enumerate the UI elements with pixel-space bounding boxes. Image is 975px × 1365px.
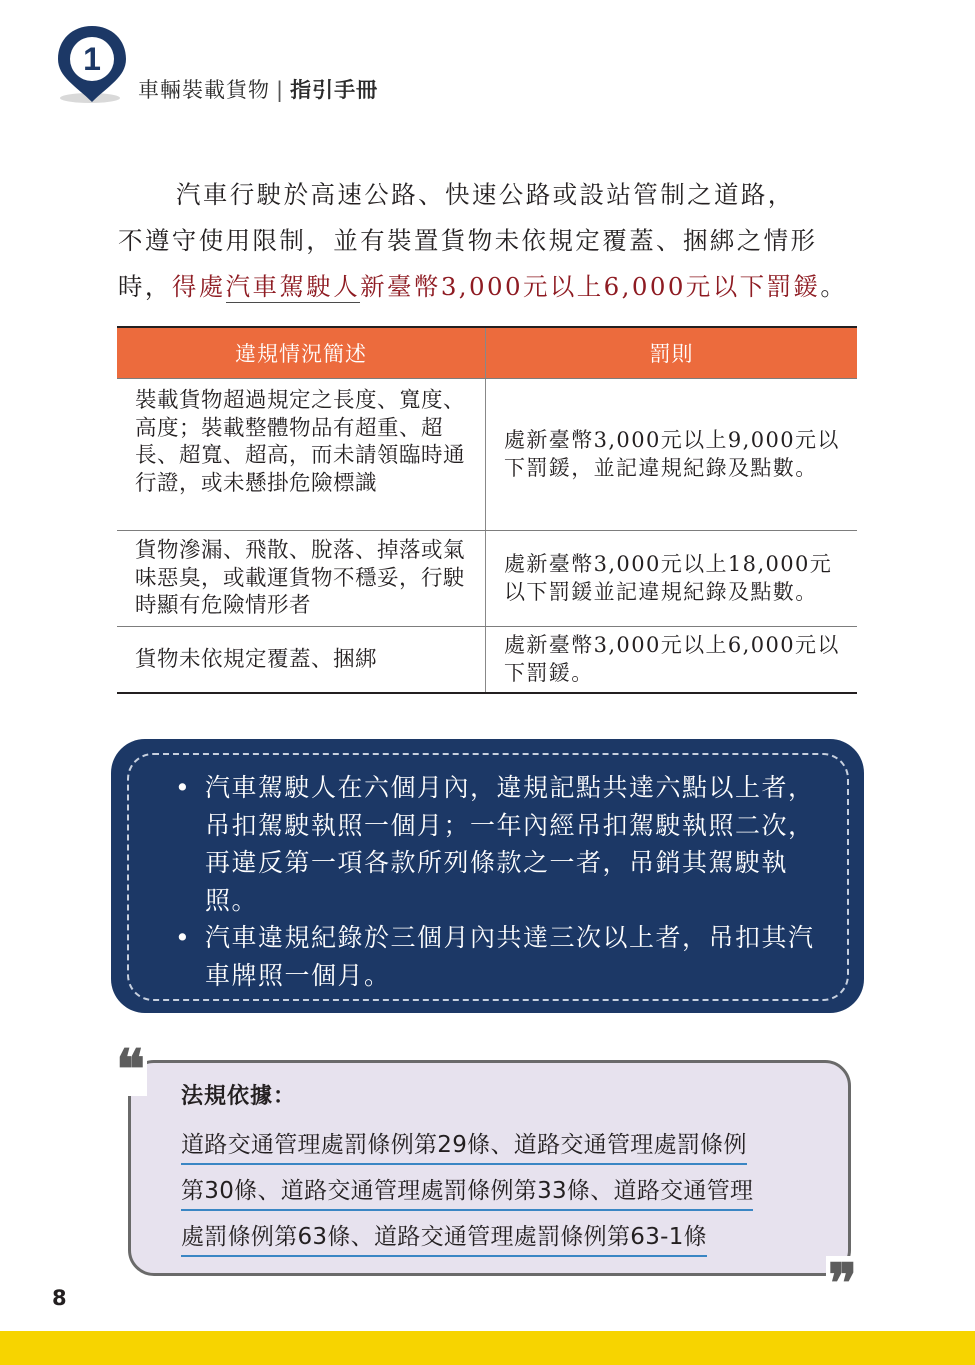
legal-basis-content [181, 1081, 821, 1265]
footer-bar [0, 1331, 975, 1365]
notice-text: 汽車違規紀錄於三個月內共達三次以上者，吊扣其汽車牌照一個月。 [205, 923, 815, 990]
penalty-highlight-b: 新臺幣3,000元以上6,000元以下罰鍰 [360, 272, 821, 301]
page-header [52, 22, 552, 112]
open-quote-icon: ❝ [116, 1037, 146, 1101]
list-item [175, 919, 815, 994]
intro-line-3-suffix: 。 [820, 272, 848, 301]
penalty-highlight-underlined: 汽車駕駛人 [225, 272, 361, 301]
intro-line-3 [118, 264, 858, 310]
violation-cell: 裝載貨物超過規定之長度、寬度、高度；裝載整體物品有超重、超長、超寬、超高，而未請領臨時通行證，或未懸掛危險標識 [117, 379, 486, 530]
legal-basis-title: 法規依據： [181, 1084, 297, 1109]
violation-cell: 貨物滲漏、飛散、脫落、掉落或氣味惡臭，或載運貨物不穩妥，行駛時顯有危險情形者 [117, 531, 486, 626]
table-header-row [117, 328, 857, 378]
bullet-icon: • [175, 923, 192, 952]
manual-title: 車輛裝載貨物 [138, 78, 270, 102]
penalty-cell: 處新臺幣3,000元以上9,000元以下罰鍰，並記違規紀錄及點數。 [504, 428, 840, 480]
legal-reference-line: 第30條、道路交通管理處罰條例第33條、道路交通管理 [181, 1173, 753, 1211]
table-row [117, 378, 857, 530]
penalty-cell: 處新臺幣3,000元以上6,000元以下罰鍰。 [504, 633, 840, 685]
header-penalty: 罰則 [649, 342, 694, 366]
notice-list [175, 769, 815, 994]
table-row [117, 626, 857, 692]
table-row [117, 530, 857, 626]
intro-line-3-prefix: 時， [118, 272, 172, 301]
header-violation: 違規情況簡述 [117, 328, 486, 378]
chapter-pin-icon [52, 22, 132, 104]
intro-paragraph [118, 172, 858, 310]
manual-subtitle: 指引手冊 [290, 78, 379, 102]
notice-text: 汽車駕駛人在六個月內，違規記點共達六點以上者，吊扣駕駛執照一個月；一年內經吊扣駕駛執照二次，再違反第一項各款所列條款之一者，吊銷其駕駛執照。 [205, 773, 815, 915]
notice-box [111, 739, 864, 1013]
intro-line-2: 不遵守使用限制，並有裝置貨物未依規定覆蓋、捆綁之情形 [118, 226, 818, 255]
penalty-highlight-a: 得處 [171, 272, 226, 301]
header-title [138, 74, 378, 104]
chapter-number: 1 [83, 41, 101, 77]
penalty-table [117, 326, 857, 694]
violation-cell: 貨物未依規定覆蓋、捆綁 [117, 627, 486, 692]
intro-line-1: 汽車行駛於高速公路、快速公路或設站管制之道路， [176, 180, 795, 209]
page-number: 8 [52, 1286, 67, 1310]
penalty-cell: 處新臺幣3,000元以上18,000元以下罰鍰並記違規紀錄及點數。 [504, 552, 833, 604]
bullet-icon: • [175, 773, 192, 802]
legal-reference-line: 處罰條例第63條、道路交通管理處罰條例第63-1條 [181, 1219, 707, 1257]
list-item [175, 769, 815, 919]
close-quote-icon: ❞ [828, 1251, 858, 1315]
legal-reference-line: 道路交通管理處罰條例第29條、道路交通管理處罰條例 [181, 1127, 747, 1165]
title-separator: | [276, 78, 285, 102]
legal-basis-box [128, 1060, 851, 1276]
